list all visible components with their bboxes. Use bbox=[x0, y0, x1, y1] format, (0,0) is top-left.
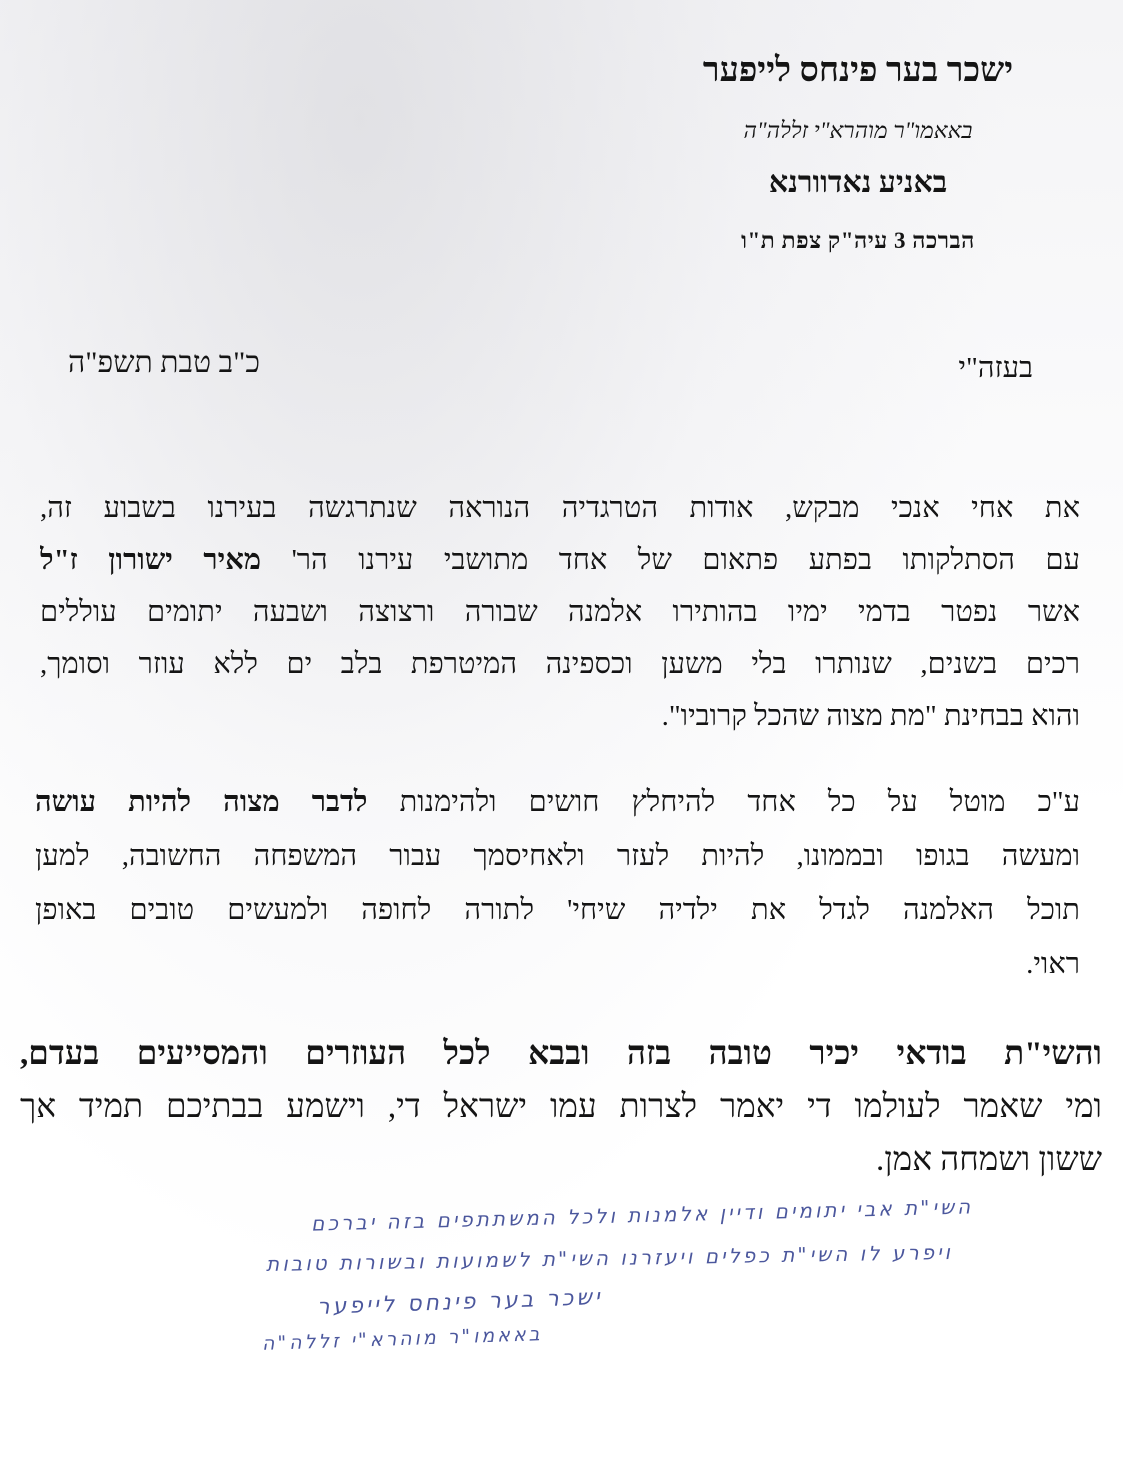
letter-date: כ"ב טבת תשפ"ה bbox=[68, 346, 260, 379]
handwritten-line: השי"ת אבי יתומים ודיין אלמנות ולכל המשתתפים בזה יברכם bbox=[310, 1194, 974, 1236]
paragraph-line: ראוי. bbox=[1026, 948, 1080, 980]
paragraph-line: ששון ושמחה אמן. bbox=[876, 1142, 1102, 1178]
paragraph-obligation bbox=[35, 775, 1080, 991]
paragraph-line: ומעשה בגופו ובממונו, להיות לעזר ולאחיסמך עבור המשפחה החשובה, למען bbox=[35, 840, 1080, 872]
paragraph-line: והוא בבחינת "מת מצוה שהכל קרוביו". bbox=[661, 700, 1080, 732]
paragraph-text: עם הסתלקותו בפתע פתאום של אחד מתושבי עירנו הר' bbox=[291, 544, 1080, 576]
paragraph-request bbox=[40, 482, 1080, 742]
letterhead-address: הברכה 3 עיה"ק צפת ת"ו bbox=[741, 228, 975, 253]
handwritten-line: באאמו"ר מוהרא"י זללה"ה bbox=[262, 1323, 544, 1355]
paragraph-line bbox=[40, 534, 1080, 586]
paragraph-line: את אחי אנכי מבקש, אודות הטרגדיה הנוראה שנתרגשה בעירנו בשבוע זה, bbox=[40, 492, 1080, 524]
paragraph-blessing bbox=[20, 1028, 1102, 1187]
paragraph-line: רכים בשנים, שנותרו בלי משען וכספינה המיטרפת בלב ים ללא עוזר וסומך, bbox=[40, 648, 1080, 680]
paragraph-text: ע"כ מוטל על כל אחד להיחלץ חושים ולהימנות bbox=[399, 786, 1080, 818]
paragraph-line bbox=[35, 775, 1080, 829]
paragraph-line: ומי שאמר לעולמו די יאמר לצרות עמו ישראל די, וישמע בבתיכם תמיד אך bbox=[20, 1089, 1102, 1125]
letterhead-title: באאמו"ר מוהרא"י זללה"ה bbox=[743, 118, 973, 143]
letterhead-place: באניע נאדוורנא bbox=[768, 166, 948, 199]
emphasis-text: לדבר מצוה להיות עושה bbox=[35, 786, 368, 818]
handwritten-signature: ישכר בער פינחס לייפער bbox=[316, 1285, 604, 1320]
handwritten-line: ויפרע לו השי"ת כפלים ויעזרנו השי"ת לשמועות ובשורות טובות bbox=[265, 1240, 954, 1276]
bsd-heading: בעזה"י bbox=[958, 352, 1033, 384]
deceased-name: מאיר ישורון ז"ל bbox=[40, 544, 262, 576]
paragraph-line: אשר נפטר בדמי ימיו בהותירו אלמנה שבורה ורצוצה ושבעה יתומים עוללים bbox=[40, 596, 1080, 628]
letterhead-name: ישכר בער פינחס לייפער bbox=[702, 52, 1014, 89]
paragraph-line: והשי"ת בודאי יכיר טובה בזה ובבא לכל העוזרים והמסייעים בעדם, bbox=[20, 1036, 1102, 1072]
paragraph-line: תוכל האלמנה לגדל את ילדיה שיחי' לתורה לחופה ולמעשים טובים באופן bbox=[35, 894, 1080, 926]
